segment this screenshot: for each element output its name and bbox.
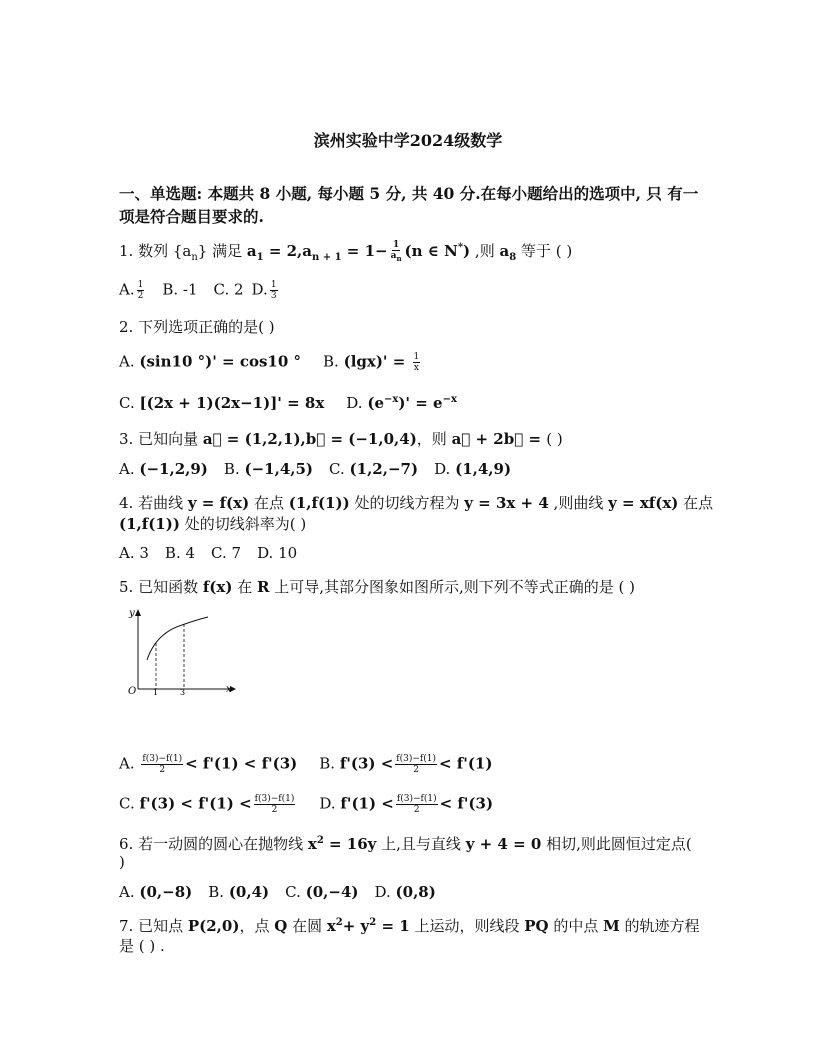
q5-option-b-num: f(3)−f(1): [396, 754, 436, 764]
q6-option-c: (0,−4): [305, 883, 359, 901]
q4-text-i: 在点: [678, 494, 714, 512]
q3-options: [119, 460, 511, 478]
q4-options: [119, 544, 297, 562]
q7-expr-m: M: [603, 917, 620, 935]
q1-end: 等于 ( ): [516, 242, 573, 260]
q3-stem-b: ，则: [416, 430, 452, 448]
q4-expr-l2: (1,f(1)): [119, 515, 180, 533]
q4-option-a: A. 3: [119, 544, 149, 562]
q6-expr-sup: 2: [316, 835, 324, 846]
q5-option-d-pre: f'(1) <: [340, 794, 394, 813]
q2-option-b-frac: [413, 352, 421, 373]
q7-text-c: ，点: [239, 917, 275, 935]
q7-text-k: 的轨迹方程: [619, 917, 700, 935]
question-4-line2: [119, 513, 306, 534]
q6-options: [119, 883, 436, 901]
question-7-line2: 是 ( ) .: [119, 937, 165, 955]
q4-expr-h: y = xf(x): [608, 494, 679, 512]
section-heading-line1: 一、单选题: 本题共 8 小题, 每小题 5 分, 共 40 分.在每小题给出的选项中, 只 有一: [119, 184, 699, 203]
q2-option-a-expr: (sin10 °)' = cos10 °: [139, 352, 302, 371]
q7-text-i: 的中点: [548, 917, 604, 935]
q5-option-b-rest: < f'(1): [439, 754, 493, 773]
q2-option-d-expr1: (e: [367, 394, 384, 412]
q1-eq-b: = 2,a: [263, 242, 312, 260]
q7-expr-sup2: 2: [369, 917, 377, 928]
q5-option-d-label: D.: [319, 794, 336, 813]
q1-options: [119, 280, 280, 301]
q3-option-c-label: C.: [329, 460, 345, 478]
q5-option-d-rest: < f'(3): [439, 794, 494, 813]
q5-option-b-pre: f'(3) <: [339, 754, 394, 773]
tick-label-3: 3: [180, 688, 186, 697]
q4-text-a: 4. 若曲线: [119, 494, 188, 512]
question-2: 2. 下列选项正确的是( ): [119, 318, 275, 336]
q1-frac-num: 1: [392, 240, 400, 251]
q1-option-d-frac: [270, 280, 278, 301]
q2-option-b-label: B.: [323, 352, 339, 371]
question-6-line1: [119, 833, 692, 854]
q1-text-2: } 满足: [197, 242, 247, 260]
q5-option-d-num: f(3)−f(1): [396, 794, 437, 804]
q6-option-d: (0,8): [395, 883, 436, 901]
q6-option-b-label: B.: [208, 883, 225, 901]
q4-option-b: B. 4: [164, 544, 196, 562]
q1-eq-e: ): [463, 242, 471, 260]
q4-text-g: ,则曲线: [548, 494, 609, 512]
q2-option-d-sup1: −x: [383, 394, 399, 405]
q5-option-b-label: B.: [319, 754, 336, 773]
q7-expr-x: x: [326, 917, 336, 935]
origin-label: O: [128, 686, 137, 697]
q7-text-e: 在圆: [287, 917, 327, 935]
q5-option-c-label: C.: [119, 794, 135, 813]
q1-option-d-den: 3: [270, 291, 277, 301]
q7-expr-eq: = 1: [376, 917, 410, 935]
q3-option-d-label: D.: [434, 460, 451, 478]
q5-option-a-frac: [141, 754, 183, 775]
q5-option-c-pre: f'(3) < f'(1) <: [139, 794, 252, 813]
q5-option-d-frac: [396, 794, 438, 815]
q4-text-e: 处的切线方程为: [349, 494, 465, 512]
q6-text-e: 相切,则此圆恒过定点(: [541, 835, 692, 853]
q5-expr-b: f(x): [202, 578, 233, 596]
question-7-line1: [119, 915, 700, 936]
q3-option-b: (−1,4,5): [244, 460, 314, 478]
q3-option-d: (1,4,9): [455, 460, 512, 478]
q2-option-c-label: C.: [119, 394, 135, 412]
q4-expr-b: y = f(x): [187, 494, 250, 512]
q4-text-l2: 处的切线斜率为( ): [179, 515, 307, 533]
q6-expr-d: y + 4 = 0: [465, 835, 542, 853]
q1-eq: a: [246, 242, 257, 260]
q3-option-a: (−1,2,9): [139, 460, 208, 478]
q1-eq-sub1: 1: [256, 252, 264, 263]
page-title: 滨州实验中学2024级数学: [313, 131, 503, 150]
tick-label-1: 1: [153, 688, 159, 697]
q5-expr-d: R: [257, 578, 270, 596]
q1-option-c: C. 2: [213, 280, 244, 299]
q5-option-d-den: 2: [413, 805, 420, 815]
q1-a8: a: [499, 242, 510, 260]
q4-expr-d: (1,f(1)): [288, 494, 350, 512]
q5-option-c-num: f(3)−f(1): [254, 794, 295, 804]
q2-option-d-expr2: )' = e: [398, 394, 443, 412]
q1-eq-sub-n1: n + 1: [312, 252, 342, 263]
q5-options-cd: [119, 794, 493, 815]
q5-option-c-den: 2: [271, 805, 278, 815]
q7-expr-p: P(2,0): [187, 917, 240, 935]
q6-option-c-label: C.: [285, 883, 301, 901]
q3-option-b-label: B.: [223, 460, 240, 478]
q4-option-c: C. 7: [211, 544, 242, 562]
q2-option-b-expr: (lgx)' =: [343, 352, 411, 371]
q7-expr-pq: PQ: [524, 917, 549, 935]
q6-option-a: (0,−8): [139, 883, 193, 901]
q4-option-d: D. 10: [257, 544, 298, 562]
q1-option-a-frac: [137, 280, 145, 301]
q2-option-d-sup2: −x: [442, 394, 457, 405]
q1-option-a-num: 1: [137, 280, 144, 290]
question-4-line1: [119, 492, 713, 513]
question-6-line2: ): [119, 853, 125, 871]
q1-tail: ,则: [470, 242, 500, 260]
x-axis-label: x: [226, 684, 232, 695]
q5-text-c: 在: [232, 578, 257, 596]
q5-option-a-label: A.: [119, 754, 135, 773]
q1-option-d-num: 1: [270, 280, 277, 290]
q5-option-b-den: 2: [413, 765, 420, 775]
q5-text-a: 5. 已知函数: [119, 578, 203, 596]
question-1: [119, 240, 572, 264]
q7-expr-y: + y: [342, 917, 370, 935]
q1-option-d: D.: [251, 280, 268, 299]
q7-text-a: 7. 已知点: [119, 917, 188, 935]
q6-option-d-label: D.: [374, 883, 391, 901]
q1-fraction: [390, 240, 403, 264]
q7-expr-q: Q: [274, 917, 288, 935]
q6-text-a: 6. 若一动圆的圆心在抛物线: [119, 835, 308, 853]
q3-option-a-label: A.: [119, 460, 135, 478]
section-heading-line2: 项是符合题目要求的.: [119, 207, 264, 226]
q1-star: *: [457, 242, 464, 253]
q5-text-e: 上可导,其部分图象如图所示,则下列不等式正确的是 ( ): [269, 578, 636, 596]
q6-expr-x: x: [307, 835, 317, 853]
q1-a8-sub: 8: [509, 252, 517, 263]
q5-option-b-frac: [395, 754, 437, 775]
q5-options-ab: [119, 754, 492, 775]
q7-expr-sup1: 2: [335, 917, 343, 928]
q2-option-a-label: A.: [119, 352, 135, 371]
y-axis-label: y: [129, 608, 135, 619]
q1-frac-den: a: [390, 251, 397, 262]
q1-option-a: A.: [119, 280, 135, 299]
q2-option-d-label: D.: [346, 394, 363, 412]
q2-options-cd: [119, 394, 457, 412]
q3-stem-c: ( ): [546, 430, 563, 448]
q2-option-b-num: 1: [413, 352, 420, 362]
q3-expr2: a⃗ + 2b⃗ =: [451, 430, 547, 448]
q5-option-a-rest: < f'(1) < f'(3): [185, 754, 298, 773]
q6-option-b: (0,4): [228, 883, 270, 901]
q1-sub: n: [191, 252, 198, 263]
q1-eq-d: (n ∈ N: [404, 242, 458, 260]
q1-option-b: B. -1: [162, 280, 198, 299]
q3-option-c: (1,2,−7): [349, 460, 419, 478]
q2-option-c-expr: [(2x + 1)(2x−1)]' = 8x: [139, 394, 325, 412]
question-5: [119, 576, 635, 597]
q6-expr-rest: = 16y: [323, 835, 377, 853]
q4-expr-f: y = 3x + 4: [464, 494, 549, 512]
q5-option-a-num: f(3)−f(1): [142, 754, 183, 764]
q3-stem-a: 3. 已知向量: [119, 430, 203, 448]
q2-option-b-den: x: [413, 363, 419, 373]
q7-text-g: 上运动，则线段: [409, 917, 525, 935]
q6-text-c: 上,且与直线: [376, 835, 466, 853]
function-graph: [118, 603, 238, 701]
q1-text: 1. 数列 {a: [119, 242, 192, 260]
q1-eq-c: = 1−: [341, 242, 388, 260]
q3-expr: a⃗ = (1,2,1),b⃗ = (−1,0,4): [202, 430, 417, 448]
q5-option-a-den: 2: [159, 765, 166, 775]
y-axis-arrow: [135, 609, 141, 616]
q2-options-ab: [119, 352, 422, 373]
q5-option-c-frac: [254, 794, 296, 815]
question-3: [119, 428, 563, 449]
q1-frac-den-sub: n: [396, 253, 402, 263]
q6-option-a-label: A.: [119, 883, 135, 901]
q4-text-c: 在点: [249, 494, 289, 512]
q1-option-a-den: 2: [137, 291, 144, 301]
